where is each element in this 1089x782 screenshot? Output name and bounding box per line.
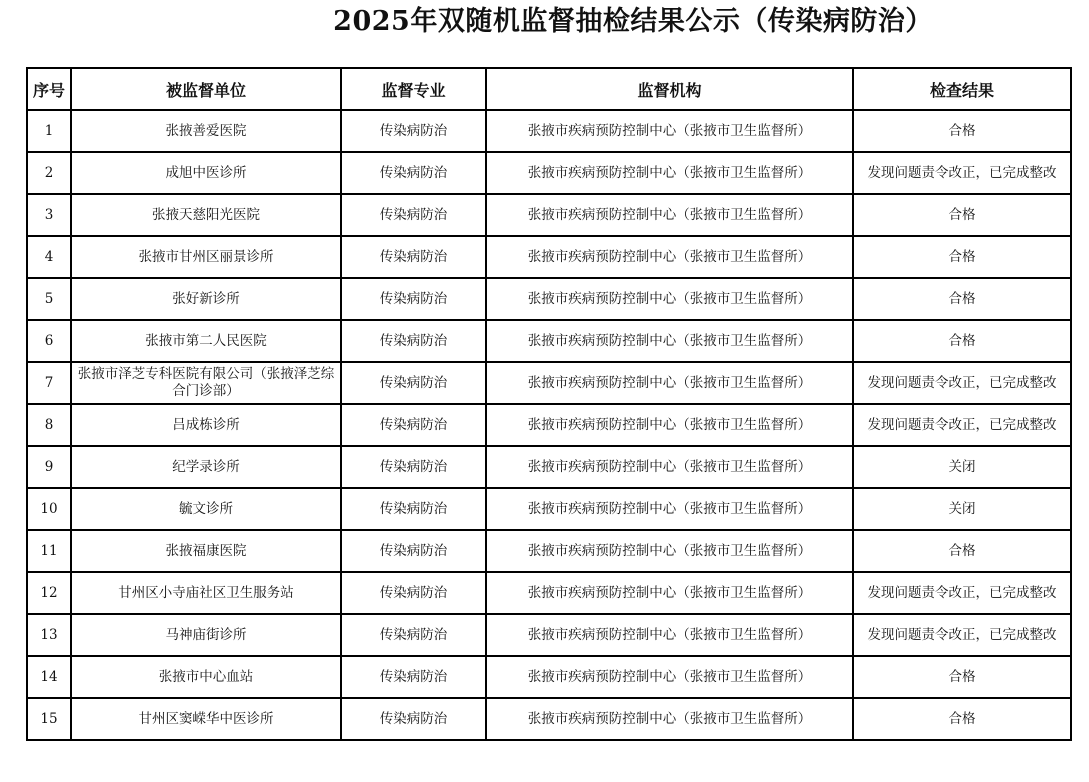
cell-no: 3 [27, 194, 71, 236]
cell-result: 关闭 [853, 488, 1071, 530]
cell-unit: 成旭中医诊所 [71, 152, 341, 194]
cell-unit: 甘州区窦嵘华中医诊所 [71, 698, 341, 740]
cell-org: 张掖市疾病预防控制中心（张掖市卫生监督所） [486, 614, 853, 656]
table-row [27, 530, 1071, 572]
table-row [27, 152, 1071, 194]
cell-result: 发现问题责令改正，已完成整改 [853, 614, 1071, 656]
cell-result: 合格 [853, 236, 1071, 278]
cell-unit: 张掖市中心血站 [71, 656, 341, 698]
cell-major: 传染病防治 [341, 614, 486, 656]
cell-unit: 马神庙街诊所 [71, 614, 341, 656]
table-row [27, 656, 1071, 698]
cell-major: 传染病防治 [341, 488, 486, 530]
cell-unit: 张掖天慈阳光医院 [71, 194, 341, 236]
cell-org: 张掖市疾病预防控制中心（张掖市卫生监督所） [486, 320, 853, 362]
cell-org: 张掖市疾病预防控制中心（张掖市卫生监督所） [486, 278, 853, 320]
cell-major: 传染病防治 [341, 110, 486, 152]
cell-org: 张掖市疾病预防控制中心（张掖市卫生监督所） [486, 698, 853, 740]
cell-major: 传染病防治 [341, 572, 486, 614]
cell-unit: 张掖市第二人民医院 [71, 320, 341, 362]
cell-result: 合格 [853, 110, 1071, 152]
table-row [27, 278, 1071, 320]
cell-no: 10 [27, 488, 71, 530]
cell-unit: 甘州区小寺庙社区卫生服务站 [71, 572, 341, 614]
table-row [27, 362, 1071, 404]
cell-result: 发现问题责令改正，已完成整改 [853, 572, 1071, 614]
cell-major: 传染病防治 [341, 446, 486, 488]
header-major: 监督专业 [341, 68, 486, 110]
header-result: 检查结果 [853, 68, 1071, 110]
cell-org: 张掖市疾病预防控制中心（张掖市卫生监督所） [486, 446, 853, 488]
page-title: 2025年双随机监督抽检结果公示（传染病防治） [333, 6, 933, 37]
cell-result: 合格 [853, 320, 1071, 362]
cell-major: 传染病防治 [341, 698, 486, 740]
cell-major: 传染病防治 [341, 320, 486, 362]
cell-unit: 张掖市泽芝专科医院有限公司（张掖泽芝综合门诊部） [71, 362, 341, 404]
cell-result: 合格 [853, 530, 1071, 572]
table-row [27, 446, 1071, 488]
table-row [27, 194, 1071, 236]
table-row [27, 110, 1071, 152]
cell-result: 发现问题责令改正，已完成整改 [853, 152, 1071, 194]
cell-no: 9 [27, 446, 71, 488]
cell-unit: 吕成栋诊所 [71, 404, 341, 446]
table-header-row [27, 68, 1071, 110]
header-org: 监督机构 [486, 68, 853, 110]
cell-major: 传染病防治 [341, 194, 486, 236]
cell-no: 1 [27, 110, 71, 152]
table-row [27, 404, 1071, 446]
cell-no: 7 [27, 362, 71, 404]
cell-org: 张掖市疾病预防控制中心（张掖市卫生监督所） [486, 194, 853, 236]
cell-no: 4 [27, 236, 71, 278]
cell-org: 张掖市疾病预防控制中心（张掖市卫生监督所） [486, 110, 853, 152]
cell-org: 张掖市疾病预防控制中心（张掖市卫生监督所） [486, 530, 853, 572]
cell-result: 合格 [853, 278, 1071, 320]
cell-major: 传染病防治 [341, 404, 486, 446]
cell-unit: 纪学录诊所 [71, 446, 341, 488]
results-table [26, 67, 1072, 741]
table-row [27, 572, 1071, 614]
table-row [27, 698, 1071, 740]
header-no: 序号 [27, 68, 71, 110]
cell-org: 张掖市疾病预防控制中心（张掖市卫生监督所） [486, 572, 853, 614]
cell-result: 合格 [853, 698, 1071, 740]
cell-org: 张掖市疾病预防控制中心（张掖市卫生监督所） [486, 488, 853, 530]
cell-org: 张掖市疾病预防控制中心（张掖市卫生监督所） [486, 152, 853, 194]
cell-org: 张掖市疾病预防控制中心（张掖市卫生监督所） [486, 404, 853, 446]
cell-no: 6 [27, 320, 71, 362]
cell-no: 5 [27, 278, 71, 320]
cell-no: 14 [27, 656, 71, 698]
cell-unit: 张掖福康医院 [71, 530, 341, 572]
cell-unit: 张好新诊所 [71, 278, 341, 320]
cell-no: 11 [27, 530, 71, 572]
cell-result: 合格 [853, 194, 1071, 236]
cell-org: 张掖市疾病预防控制中心（张掖市卫生监督所） [486, 362, 853, 404]
cell-result: 发现问题责令改正，已完成整改 [853, 362, 1071, 404]
table-row [27, 614, 1071, 656]
cell-major: 传染病防治 [341, 530, 486, 572]
cell-org: 张掖市疾病预防控制中心（张掖市卫生监督所） [486, 656, 853, 698]
cell-result: 合格 [853, 656, 1071, 698]
cell-major: 传染病防治 [341, 152, 486, 194]
cell-unit: 张掖善爱医院 [71, 110, 341, 152]
table-row [27, 488, 1071, 530]
cell-no: 8 [27, 404, 71, 446]
cell-no: 13 [27, 614, 71, 656]
cell-major: 传染病防治 [341, 656, 486, 698]
cell-no: 2 [27, 152, 71, 194]
cell-unit: 张掖市甘州区丽景诊所 [71, 236, 341, 278]
table-row [27, 236, 1071, 278]
cell-result: 关闭 [853, 446, 1071, 488]
cell-major: 传染病防治 [341, 362, 486, 404]
cell-major: 传染病防治 [341, 278, 486, 320]
cell-org: 张掖市疾病预防控制中心（张掖市卫生监督所） [486, 236, 853, 278]
cell-unit: 毓文诊所 [71, 488, 341, 530]
cell-major: 传染病防治 [341, 236, 486, 278]
cell-result: 发现问题责令改正，已完成整改 [853, 404, 1071, 446]
cell-no: 15 [27, 698, 71, 740]
cell-no: 12 [27, 572, 71, 614]
table-row [27, 320, 1071, 362]
header-unit: 被监督单位 [71, 68, 341, 110]
